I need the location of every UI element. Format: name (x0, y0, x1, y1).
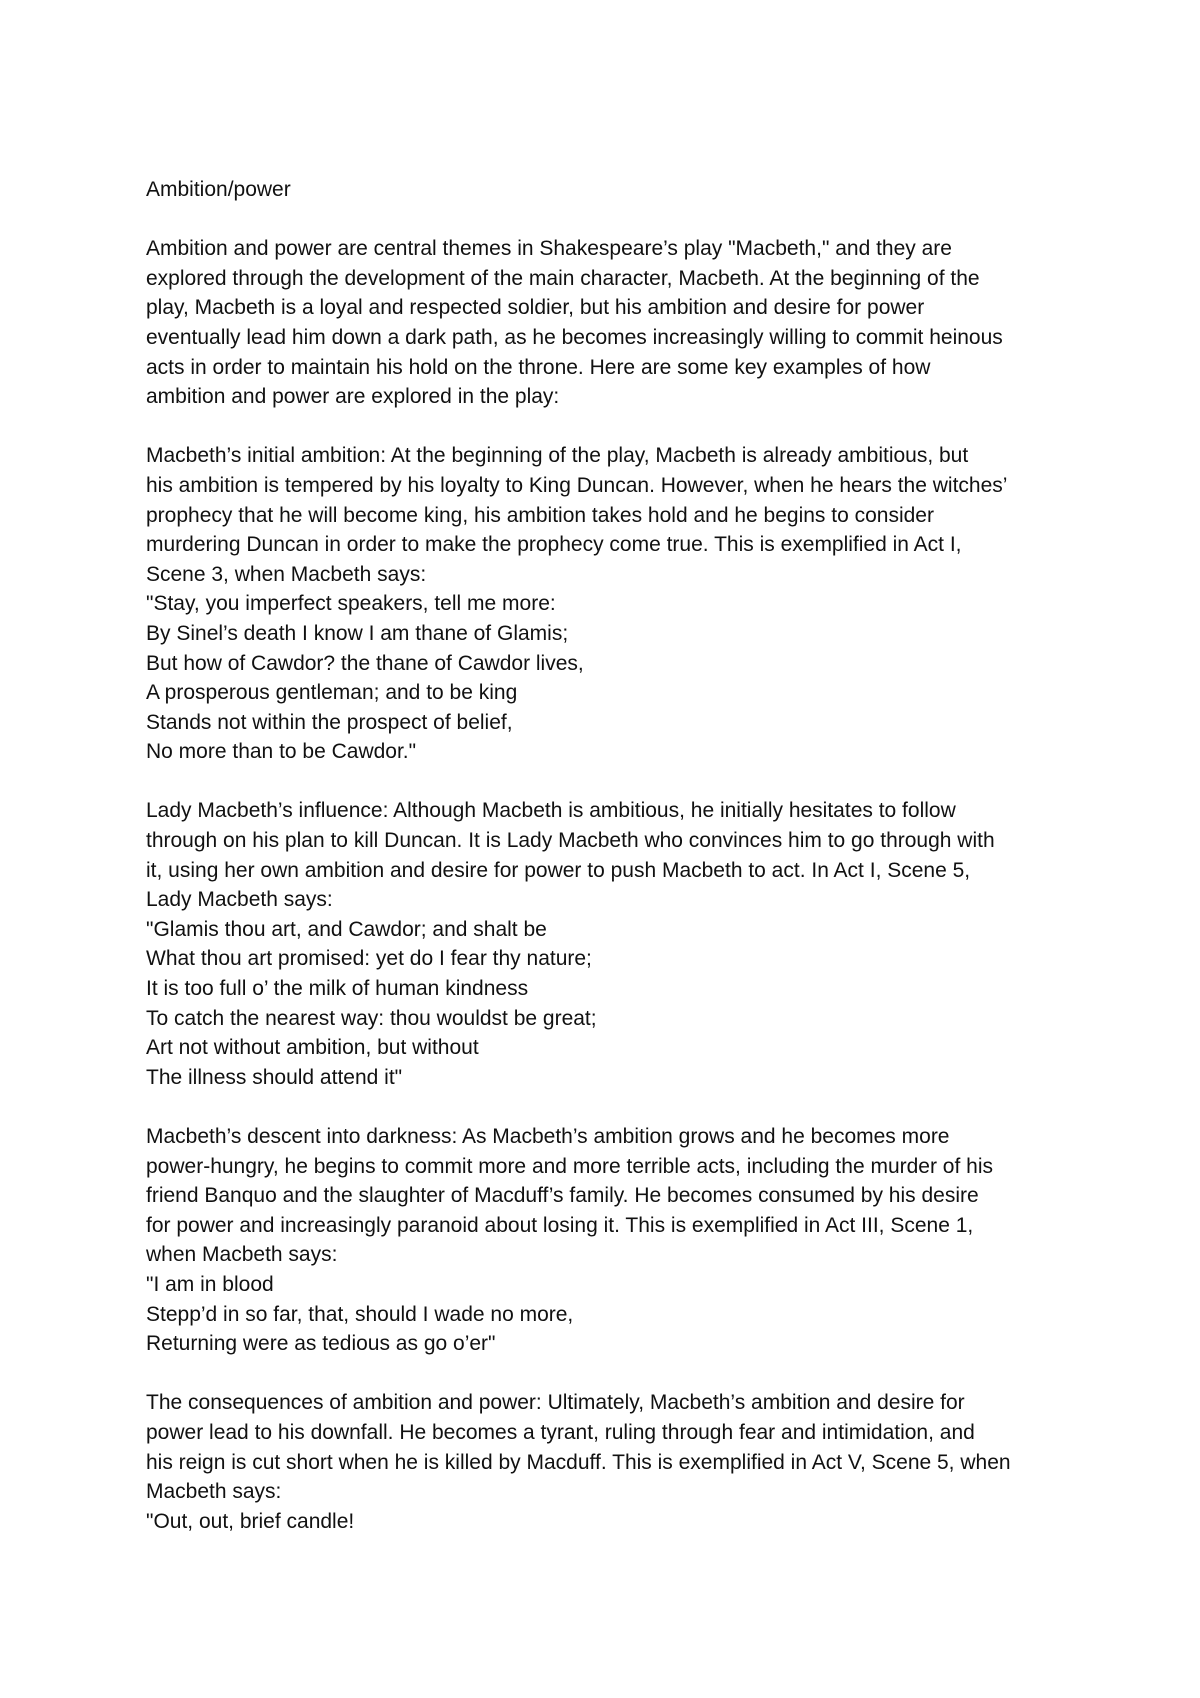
text-line: Macbeth’s initial ambition: At the beginning of the play, Macbeth is already ambitious, but (146, 444, 969, 468)
text-line: murdering Duncan in order to make the prophecy come true. This is exemplified in Act I, (146, 533, 962, 557)
text-line: power lead to his downfall. He becomes a tyrant, ruling through fear and intimidation, and (146, 1420, 975, 1444)
quote-line: "Stay, you imperfect speakers, tell me more: (146, 592, 556, 616)
quote-line: Stepp’d in so far, that, should I wade no more, (146, 1302, 574, 1326)
quote-line: "Glamis thou art, and Cawdor; and shalt be (146, 917, 547, 941)
text-line: Macbeth says: (146, 1480, 282, 1504)
text-line: play, Macbeth is a loyal and respected soldier, but his ambition and desire for power (146, 296, 925, 320)
section-consequences (146, 1388, 1086, 1536)
quote-line: A prosperous gentleman; and to be king (146, 681, 518, 705)
paragraph-gap (146, 1359, 1086, 1389)
text-line: prophecy that he will become king, his ambition takes hold and he begins to consider (146, 503, 934, 527)
text-line: Lady Macbeth’s influence: Although Macbeth is ambitious, he initially hesitates to follow (146, 799, 956, 823)
text-line: through on his plan to kill Duncan. It is Lady Macbeth who convinces him to go through with (146, 829, 995, 853)
text-line: friend Banquo and the slaughter of Macduff’s family. He becomes consumed by his desire (146, 1184, 979, 1208)
paragraph-gap (146, 1092, 1086, 1122)
text-line: for power and increasingly paranoid about losing it. This is exemplified in Act III, Scene 1, (146, 1213, 974, 1237)
quote-line: Stands not within the prospect of belief, (146, 710, 513, 734)
quote-line: "Out, out, brief candle! (146, 1509, 355, 1533)
paragraph-gap (146, 205, 1086, 235)
text-line: Scene 3, when Macbeth says: (146, 562, 427, 586)
quote-line: To catch the nearest way: thou wouldst be great; (146, 1006, 597, 1030)
document-title: Ambition/power (146, 178, 291, 201)
quote-line: The illness should attend it" (146, 1065, 403, 1089)
text-line: Macbeth’s descent into darkness: As Macbeth’s ambition grows and he becomes more (146, 1125, 950, 1148)
text-line: eventually lead him down a dark path, as he becomes increasingly willing to commit heinous (146, 325, 1003, 349)
text-line: The consequences of ambition and power: Ultimately, Macbeth’s ambition and desire for (146, 1391, 965, 1415)
document-body (146, 175, 1086, 1536)
quote-line: What thou art promised: yet do I fear thy nature; (146, 947, 592, 971)
quote-line: Art not without ambition, but without (146, 1036, 479, 1060)
section-initial-ambition (146, 441, 1086, 767)
text-line: explored through the development of the main character, Macbeth. At the beginning of the (146, 266, 980, 290)
quote-line: It is too full o’ the milk of human kindness (146, 977, 529, 1001)
quote-line: "I am in blood (146, 1272, 274, 1296)
text-line: power-hungry, he begins to commit more and more terrible acts, including the murder of his (146, 1154, 994, 1178)
text-line: Ambition and power are central themes in Shakespeare’s play "Macbeth," and they are (146, 237, 952, 261)
quote-line: Returning were as tedious as go o’er" (146, 1332, 496, 1356)
text-line: his ambition is tempered by his loyalty to King Duncan. However, when he hears the witches’ (146, 473, 1008, 497)
quote-line: By Sinel’s death I know I am thane of Glamis; (146, 621, 569, 645)
text-line: ambition and power are explored in the play: (146, 385, 560, 409)
paragraph-gap (146, 767, 1086, 797)
text-line: it, using her own ambition and desire for power to push Macbeth to act. In Act I, Scene 5, (146, 858, 971, 882)
paragraph-gap (146, 412, 1086, 442)
section-descent-into-darkness (146, 1122, 1086, 1359)
text-line: when Macbeth says: (146, 1243, 338, 1267)
intro-paragraph (146, 234, 1086, 412)
quote-line: No more than to be Cawdor." (146, 740, 417, 764)
text-line: Lady Macbeth says: (146, 888, 333, 912)
text-line: his reign is cut short when he is killed by Macduff. This is exemplified in Act V, Scene 5, when (146, 1450, 1011, 1474)
quote-line: But how of Cawdor? the thane of Cawdor lives, (146, 651, 584, 675)
text-line: acts in order to maintain his hold on the throne. Here are some key examples of how (146, 355, 931, 379)
section-lady-macbeth-influence (146, 796, 1086, 1092)
